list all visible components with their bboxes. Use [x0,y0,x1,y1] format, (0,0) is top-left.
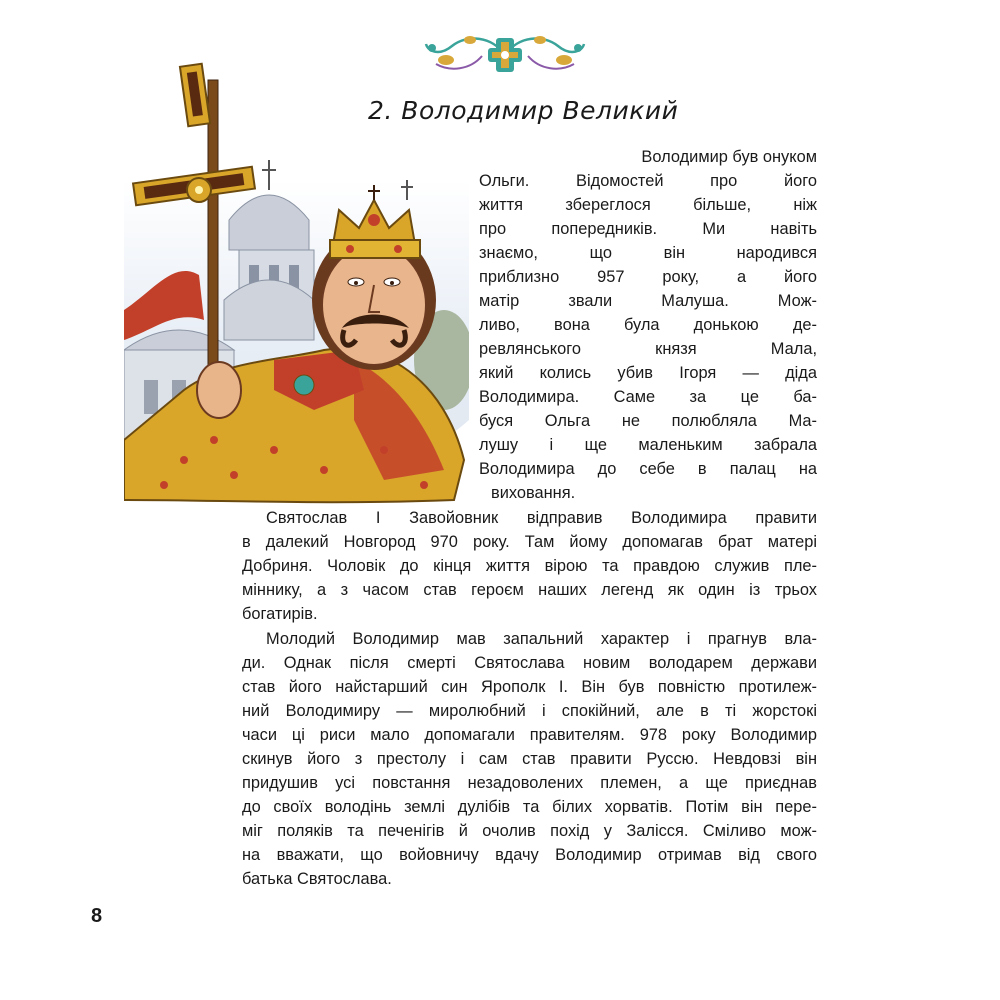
paragraph-line: богатирів. [242,605,318,623]
paragraph-line: часи ці риси мало допомагали правителям. 978 року Володимир [242,726,817,744]
paragraph-line: Добриня. Чоловік до кінця життя вірою та правдою служив пле- [242,557,817,575]
intro-line: Володимира до себе в палац на [479,460,817,478]
intro-column [479,145,817,505]
intro-line: лушу і ще маленьким забрала [479,436,817,454]
page-number: 8 [91,905,103,927]
paragraph-line: міг поляків та печенігів й очолив похід у Залісся. Сміливо мож- [242,822,817,840]
intro-line: Володимир був онуком [641,148,817,166]
intro-line: ревлянського князя Мала, [479,340,817,358]
paragraph-line: придушив усі повстання незадоволених племен, а ще приєднав [242,774,817,792]
intro-line: приблизно 957 року, а його [479,268,817,286]
paragraph-2 [242,506,817,626]
paragraph-line: міннику, а з часом став героєм наших легенд як один із трьох [242,581,817,599]
intro-line: Володимира. Саме за це ба- [479,388,817,406]
paragraph-line: Святослав І Завойовник відправив Володимира правити [266,509,817,527]
intro-line: матір звали Малуша. Мож- [479,292,817,310]
paragraph-line: Молодий Володимир мав запальний характер і прагнув вла- [266,630,817,648]
prince-illustration [124,60,469,510]
paragraph-line: батька Святослава. [242,870,392,888]
paragraph-3 [242,627,817,891]
intro-line: виховання. [491,484,576,502]
paragraph-line: на вважати, що войовничу вдачу Володимир отримав від свого [242,846,817,864]
paragraph-line: став його найстарший син Ярополк І. Він був повністю протилеж- [242,678,817,696]
intro-line: знаємо, що він народився [479,244,817,262]
paragraph-line: ний Володимиру — миролюбний і спокійний, але в ті жорстокі [242,702,817,720]
intro-line: про попередників. Ми навіть [479,220,817,238]
intro-line: буся Ольга не полюбляла Ма- [479,412,817,430]
paragraph-line: до своїх володінь землі дулібів та білих хорватів. Потім він пере- [242,798,817,816]
intro-line: життя збереглося більше, ніж [479,196,817,214]
intro-line: який колись убив Ігоря — діда [479,364,817,382]
intro-line: ливо, вона була донькою де- [479,316,817,334]
paragraph-line: ди. Однак після смерті Святослава новим володарем держави [242,654,817,672]
paragraph-line: в далекий Новгород 970 року. Там йому допомагав брат матері [242,533,817,551]
book-page [124,0,876,1000]
intro-line: Ольги. Відомостей про його [479,172,817,190]
page-title: 2. Володимир Великий [368,96,679,125]
paragraph-line: скинув його з престолу і сам став правити Руссю. Невдовзі він [242,750,817,768]
